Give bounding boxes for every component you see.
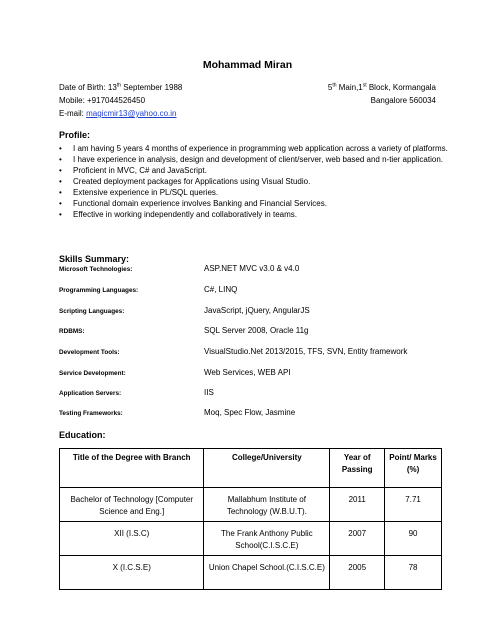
skill-label: Testing Frameworks: (59, 410, 123, 417)
table-row (60, 488, 442, 522)
column-header: Point/ Marks (%) (385, 449, 442, 488)
marks-cell: 78 (385, 556, 442, 590)
degree-cell: X (I.C.S.E) (60, 556, 204, 590)
skill-label: Application Servers: (59, 390, 122, 397)
email-line: E-mail: magicmir13@yahoo.co.in (59, 109, 177, 118)
profile-item: • Functional domain experience involves Banking and Financial Services. (59, 198, 449, 209)
college-cell: The Frank Anthony Public School(C.I.S.C.E) (204, 522, 330, 556)
skill-value: IIS (204, 388, 214, 397)
year-cell: 2007 (330, 522, 385, 556)
marks-cell: 7.71 (385, 488, 442, 522)
skill-label: RDBMS: (59, 328, 85, 335)
profile-list (59, 143, 449, 220)
column-header: Year of Passing (330, 449, 385, 488)
profile-item: • I am having 5 years 4 months of experience in programming web application across a variety of platforms. (59, 143, 449, 154)
column-header: Title of the Degree with Branch (60, 449, 204, 488)
skills-heading: Skills Summary: (59, 254, 130, 264)
profile-heading: Profile: (59, 130, 91, 140)
college-cell: Mallabhum Institute of Technology (W.B.U.T). (204, 488, 330, 522)
profile-item: • Extensive experience in PL/SQL queries. (59, 187, 449, 198)
table-row (60, 522, 442, 556)
skill-label: Scripting Languages: (59, 308, 125, 315)
address-line-2: Bangalore 560034 (370, 96, 436, 105)
resume-name: Mohammad Miran (202, 59, 293, 71)
marks-cell: 90 (385, 522, 442, 556)
skill-value: Moq, Spec Flow, Jasmine (204, 408, 296, 417)
education-heading: Education: (59, 430, 106, 440)
skill-label: Development Tools: (59, 349, 120, 356)
degree-cell: XII (I.S.C) (60, 522, 204, 556)
degree-cell: Bachelor of Technology [Computer Science and Eng.] (60, 488, 204, 522)
skill-value: SQL Server 2008, Oracle 11g (204, 326, 309, 335)
education-table (59, 448, 442, 590)
skill-label: Microsoft Technologies: (59, 266, 133, 273)
profile-item: • I have experience in analysis, design and development of client/server, web based and n-tier application. (59, 154, 449, 165)
skill-value: JavaScript, jQuery, AngularJS (204, 306, 310, 315)
profile-item: • Created deployment packages for Applications using Visual Studio. (59, 176, 449, 187)
table-row (60, 556, 442, 590)
skill-label: Service Development: (59, 370, 126, 377)
year-cell: 2011 (330, 488, 385, 522)
profile-item: • Proficient in MVC, C# and JavaScript. (59, 165, 449, 176)
skill-value: Web Services, WEB API (204, 368, 291, 377)
skill-label: Programming Languages: (59, 287, 139, 294)
date-of-birth: Date of Birth: 13th September 1988 (59, 82, 183, 92)
skill-value: ASP.NET MVC v3.0 & v4.0 (204, 264, 300, 273)
skill-value: VisualStudio.Net 2013/2015, TFS, SVN, Entity framework (204, 347, 408, 356)
email-link[interactable]: magicmir13@yahoo.co.in (86, 109, 177, 118)
address-line-1: 5th Main,1st Block, Kormangala (327, 82, 436, 92)
table-header-row (60, 449, 442, 488)
mobile-number: Mobile: +917044526450 (59, 96, 146, 105)
year-cell: 2005 (330, 556, 385, 590)
college-cell: Union Chapel School.(C.I.S.C.E) (204, 556, 330, 590)
profile-item: • Effective in working independently and collaboratively in teams. (59, 209, 449, 220)
column-header: College/University (204, 449, 330, 488)
skill-value: C#, LINQ (204, 285, 238, 294)
